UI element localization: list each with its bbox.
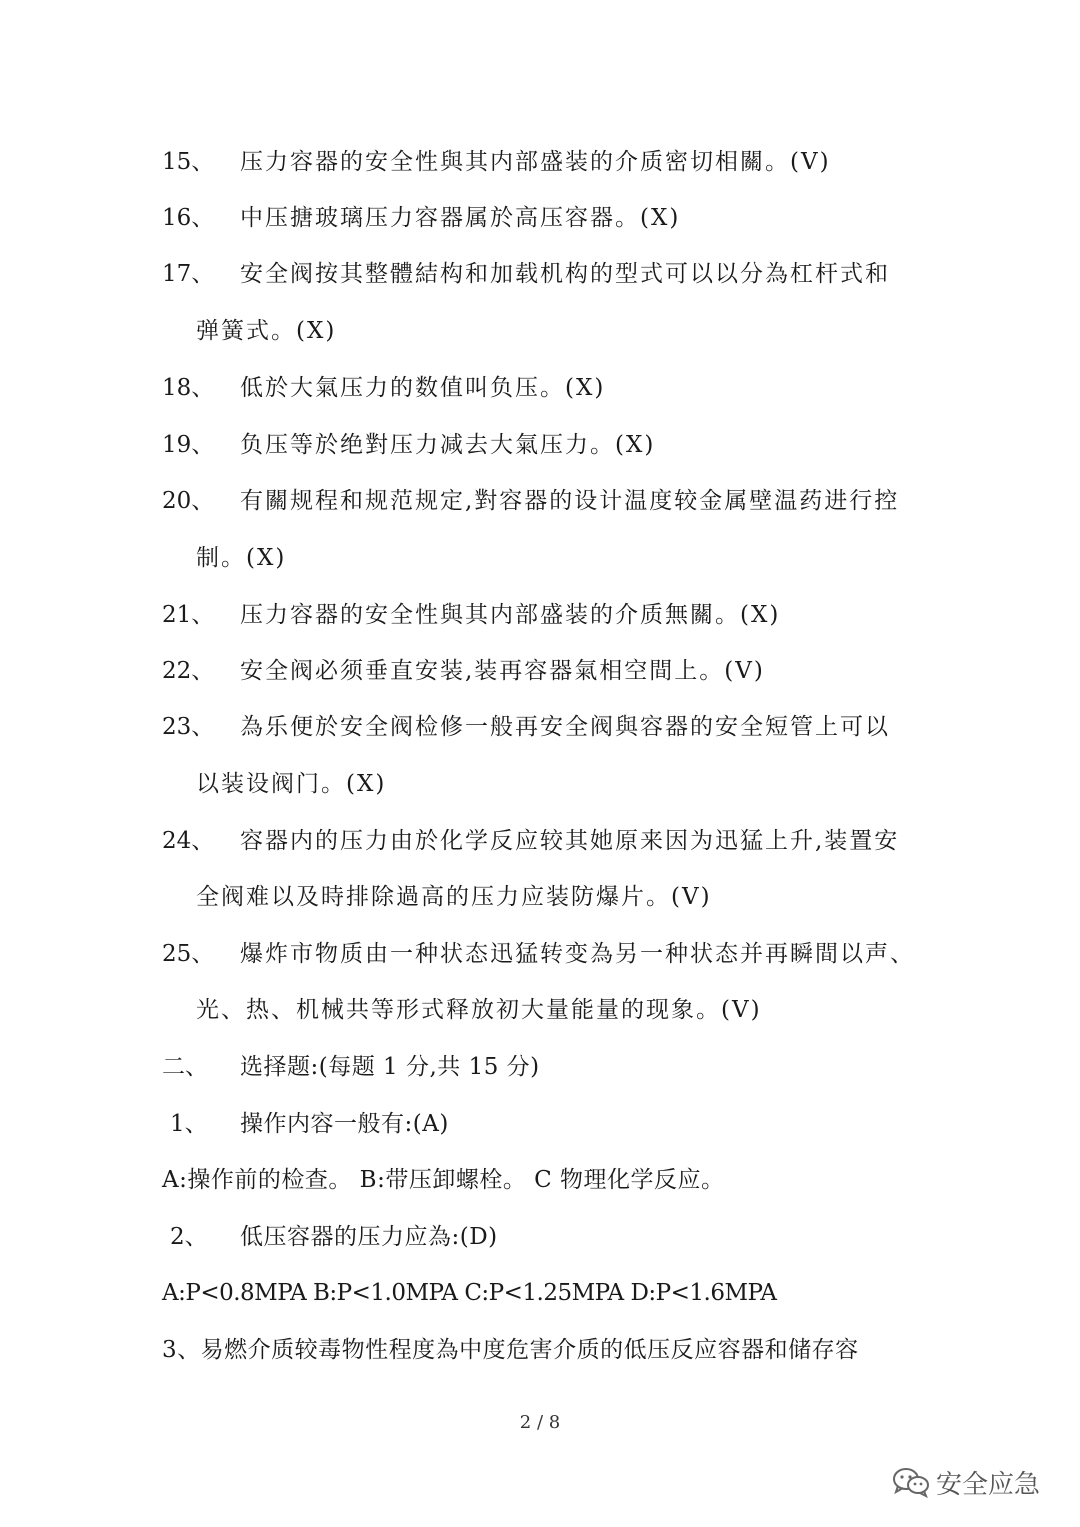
question-25 xyxy=(162,934,930,974)
question-25-continuation: 光、热、机械共等形式释放初大量能量的现象。(V) xyxy=(196,997,762,1023)
question-24 xyxy=(162,821,930,861)
question-23 xyxy=(162,707,930,747)
question-number: 15、 xyxy=(162,149,215,175)
question-20-continuation: 制。(X) xyxy=(196,545,287,571)
question-number: 23、 xyxy=(162,714,215,740)
question-text: 有關规程和规范规定,對容器的设计温度较金属壁温药进行控 xyxy=(240,488,900,514)
choice-question-1-options: A:操作前的检查。 B:带压卸螺栓。 C 物理化学反应。 xyxy=(162,1167,725,1193)
question-number: 16、 xyxy=(162,205,215,231)
question-text: 操作内容一般有:(A) xyxy=(240,1111,449,1137)
question-number: 19、 xyxy=(162,432,215,458)
question-16 xyxy=(162,198,930,238)
question-15 xyxy=(162,142,930,182)
question-text: 安全阀按其整體結构和加载机构的型式可以以分為杠杆式和 xyxy=(240,261,890,287)
question-24-continuation: 全阀难以及時排除過高的压力应装防爆片。(V) xyxy=(196,884,712,910)
choice-question-2-options: A:P<0.8MPA B:P<1.0MPA C:P<1.25MPA D:P<1.6MPA xyxy=(162,1280,777,1306)
question-number: 20、 xyxy=(162,488,215,514)
wechat-icon xyxy=(892,1466,930,1498)
question-text: 低压容器的压力应為:(D) xyxy=(240,1224,498,1250)
question-number: 25、 xyxy=(162,941,215,967)
question-text: 低於大氣压力的数值叫负压。(X) xyxy=(240,375,606,401)
question-22 xyxy=(162,651,930,691)
question-number: 22、 xyxy=(162,658,215,684)
question-text: 负压等於绝對压力减去大氣压力。(X) xyxy=(240,432,656,458)
choice-question-2 xyxy=(162,1217,930,1257)
question-20 xyxy=(162,481,930,521)
question-21 xyxy=(162,595,930,635)
question-number: 21、 xyxy=(162,602,215,628)
question-number: 1、 xyxy=(170,1111,208,1137)
question-23-continuation: 以装设阀门。(X) xyxy=(196,771,387,797)
question-18 xyxy=(162,368,930,408)
choice-question-1 xyxy=(162,1104,930,1144)
question-text: 為乐便於安全阀检修一般再安全阀與容器的安全短管上可以 xyxy=(240,714,890,740)
question-text: 容器内的压力由於化学反应较其她原来因为迅猛上升,装置安 xyxy=(240,828,900,854)
page-number: 2 / 8 xyxy=(519,1412,561,1433)
question-19 xyxy=(162,425,930,465)
section-number: 二、 xyxy=(162,1054,208,1080)
question-text: 中压搪玻璃压力容器属於高压容器。(X) xyxy=(240,205,681,231)
section-2-heading xyxy=(162,1047,930,1087)
section-title: 选择题:(每题 1 分,共 15 分) xyxy=(240,1054,540,1080)
watermark-text: 安全应急 xyxy=(936,1469,1041,1500)
choice-question-3: 3、易燃介质较毒物性程度為中度危害介质的低压反应容器和储存容 xyxy=(162,1337,859,1363)
question-number: 2、 xyxy=(170,1224,208,1250)
question-17 xyxy=(162,254,930,294)
question-text: 爆炸市物质由一种状态迅猛转变為另一种状态并再瞬間以声、 xyxy=(240,941,915,967)
question-number: 24、 xyxy=(162,828,215,854)
question-text: 安全阀必须垂直安装,装再容器氣相空間上。(V) xyxy=(240,658,765,684)
question-number: 18、 xyxy=(162,375,215,401)
question-text: 压力容器的安全性與其内部盛装的介质密切相關。(V) xyxy=(240,149,831,175)
question-text: 压力容器的安全性與其内部盛装的介质無關。(X) xyxy=(240,602,781,628)
question-number: 17、 xyxy=(162,261,215,287)
question-17-continuation: 弹簧式。(X) xyxy=(196,318,337,344)
watermark xyxy=(892,1462,1040,1502)
